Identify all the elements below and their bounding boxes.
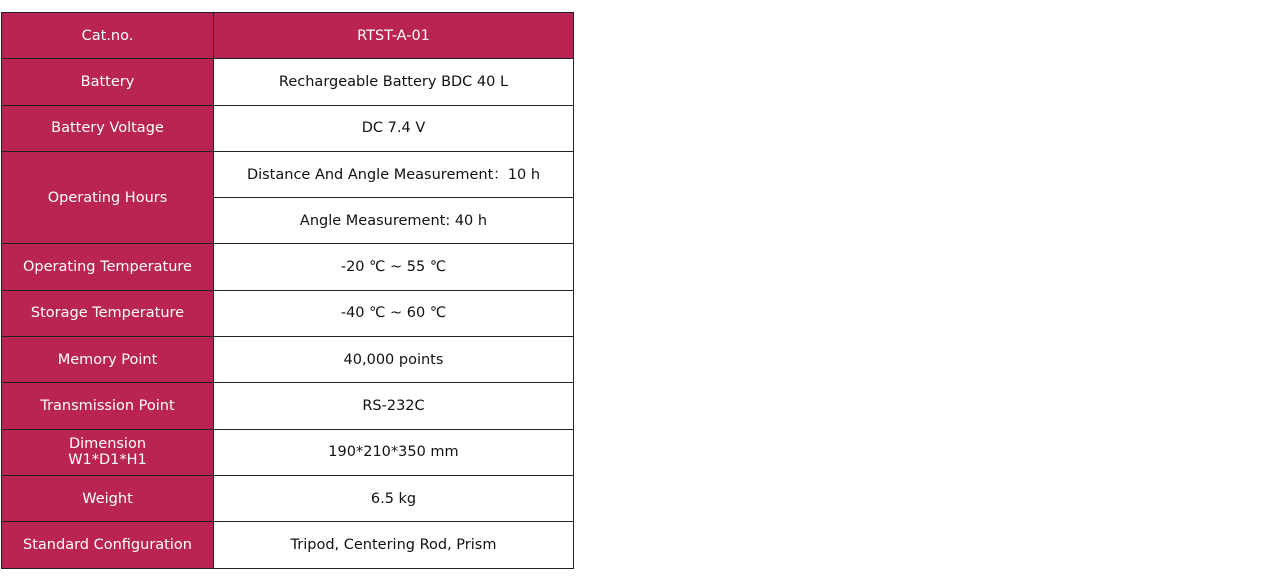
- table-row-storage-temperature: [2, 290, 574, 336]
- row-value-operating-temperature: -20 ℃ ~ 55 ℃: [214, 244, 574, 290]
- table-row-operating-temperature: [2, 244, 574, 290]
- row-label-storage-temperature: Storage Temperature: [2, 290, 214, 336]
- row-value-transmission-point: RS-232C: [214, 383, 574, 429]
- table-row-standard-configuration: [2, 522, 574, 568]
- table-row-cat-no: [2, 13, 574, 59]
- row-label-weight: Weight: [2, 475, 214, 521]
- row-value-operating-hours-distance: Distance And Angle Measurement：10 h: [214, 151, 574, 197]
- row-label-dimension: [2, 429, 214, 475]
- row-label-cat-no: Cat.no.: [2, 13, 214, 59]
- row-value-memory-point: 40,000 points: [214, 337, 574, 383]
- row-value-battery: Rechargeable Battery BDC 40 L: [214, 59, 574, 105]
- row-value-dimension: 190*210*350 mm: [214, 429, 574, 475]
- table-row-weight: [2, 475, 574, 521]
- table-row-dimension: [2, 429, 574, 475]
- row-label-dimension-line2: W1*D1*H1: [68, 452, 147, 469]
- row-value-weight: 6.5 kg: [214, 475, 574, 521]
- table-row-transmission-point: [2, 383, 574, 429]
- row-label-operating-hours: Operating Hours: [2, 151, 214, 244]
- row-value-cat-no: RTST-A-01: [214, 13, 574, 59]
- row-value-battery-voltage: DC 7.4 V: [214, 105, 574, 151]
- row-label-operating-temperature: Operating Temperature: [2, 244, 214, 290]
- row-label-battery-voltage: Battery Voltage: [2, 105, 214, 151]
- row-value-storage-temperature: -40 ℃ ~ 60 ℃: [214, 290, 574, 336]
- table-row-operating-hours: [2, 151, 574, 197]
- row-label-memory-point: Memory Point: [2, 337, 214, 383]
- row-value-operating-hours-angle: Angle Measurement: 40 h: [214, 198, 574, 244]
- spec-table: [1, 12, 574, 569]
- table-row-battery-voltage: [2, 105, 574, 151]
- row-value-standard-configuration: Tripod, Centering Rod, Prism: [214, 522, 574, 568]
- row-label-transmission-point: Transmission Point: [2, 383, 214, 429]
- row-label-battery: Battery: [2, 59, 214, 105]
- table-row-memory-point: [2, 337, 574, 383]
- table-row-battery: [2, 59, 574, 105]
- row-label-standard-configuration: Standard Configuration: [2, 522, 214, 568]
- row-label-dimension-line1: Dimension: [68, 436, 147, 453]
